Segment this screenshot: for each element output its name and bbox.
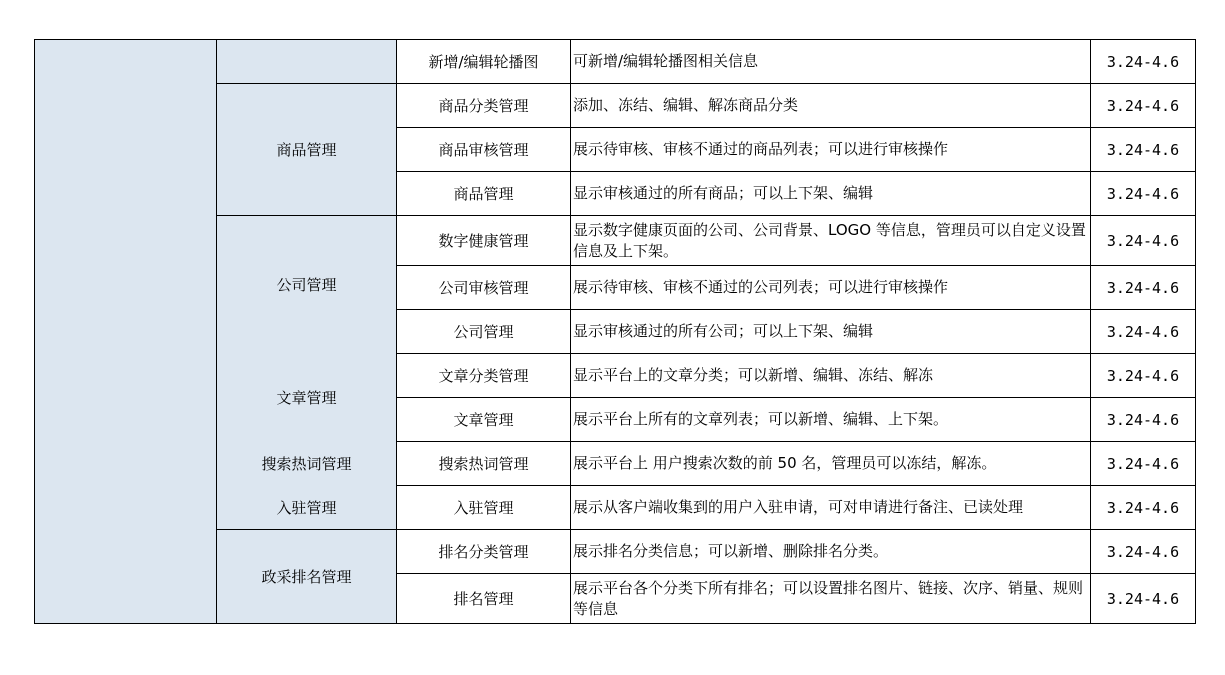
sub-module-cell: 入驻管理 [397,486,571,530]
sub-module-cell: 商品审核管理 [397,128,571,172]
sub-module-cell: 公司管理 [397,310,571,354]
date-cell: 3.24-4.6 [1091,84,1196,128]
description-cell: 展示平台上所有的文章列表；可以新增、编辑、上下架。 [571,398,1091,442]
description-cell: 展示排名分类信息；可以新增、删除排名分类。 [571,530,1091,574]
description-cell: 展示待审核、审核不通过的商品列表；可以进行审核操作 [571,128,1091,172]
date-cell: 3.24-4.6 [1091,530,1196,574]
date-cell: 3.24-4.6 [1091,354,1196,398]
group-cell: 政采排名管理 [217,530,397,624]
description-cell: 展示平台上 用户搜索次数的前 50 名，管理员可以冻结，解冻。 [571,442,1091,486]
sub-module-cell: 商品管理 [397,172,571,216]
description-cell: 可新增/编辑轮播图相关信息 [571,40,1091,84]
description-cell: 显示审核通过的所有商品；可以上下架、编辑 [571,172,1091,216]
requirements-table [34,39,1196,624]
sub-module-cell: 文章管理 [397,398,571,442]
group-cell: 文章管理 [217,354,397,442]
group-cell [217,40,397,84]
group-cell: 入驻管理 [217,486,397,530]
date-cell: 3.24-4.6 [1091,266,1196,310]
description-cell: 显示平台上的文章分类；可以新增、编辑、冻结、解冻 [571,354,1091,398]
sub-module-cell: 搜索热词管理 [397,442,571,486]
description-cell: 显示数字健康页面的公司、公司背景、LOGO 等信息，管理员可以自定义设置信息及上下架。 [571,216,1091,266]
group-cell: 商品管理 [217,84,397,216]
sub-module-cell: 排名管理 [397,574,571,624]
description-cell: 添加、冻结、编辑、解冻商品分类 [571,84,1091,128]
date-cell: 3.24-4.6 [1091,310,1196,354]
sub-module-cell: 文章分类管理 [397,354,571,398]
date-cell: 3.24-4.6 [1091,128,1196,172]
description-cell: 显示审核通过的所有公司；可以上下架、编辑 [571,310,1091,354]
date-cell: 3.24-4.6 [1091,574,1196,624]
sub-module-cell: 新增/编辑轮播图 [397,40,571,84]
sub-module-cell: 数字健康管理 [397,216,571,266]
description-cell: 展示平台各个分类下所有排名；可以设置排名图片、链接、次序、销量、规则等信息 [571,574,1091,624]
date-cell: 3.24-4.6 [1091,172,1196,216]
date-cell: 3.24-4.6 [1091,40,1196,84]
description-cell: 展示待审核、审核不通过的公司列表；可以进行审核操作 [571,266,1091,310]
sub-module-cell: 公司审核管理 [397,266,571,310]
date-cell: 3.24-4.6 [1091,398,1196,442]
date-cell: 3.24-4.6 [1091,216,1196,266]
description-cell: 展示从客户端收集到的用户入驻申请，可对申请进行备注、已读处理 [571,486,1091,530]
sub-module-cell: 商品分类管理 [397,84,571,128]
module-cell [35,40,217,624]
sub-module-cell: 排名分类管理 [397,530,571,574]
date-cell: 3.24-4.6 [1091,486,1196,530]
group-cell: 公司管理 [217,216,397,354]
date-cell: 3.24-4.6 [1091,442,1196,486]
group-cell: 搜索热词管理 [217,442,397,486]
table-row [35,40,1196,84]
